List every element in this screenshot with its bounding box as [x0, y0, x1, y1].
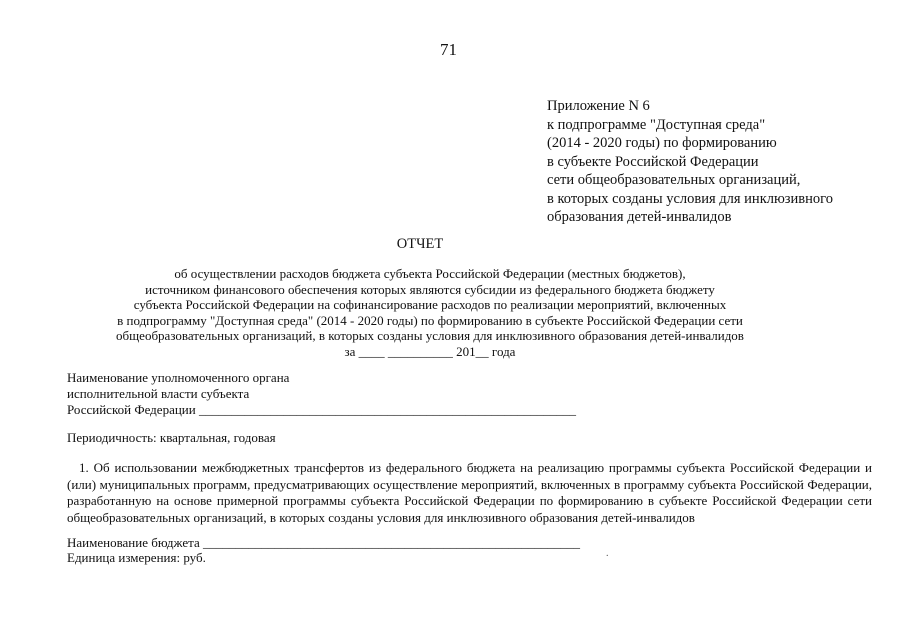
appendix-line: сети общеобразовательных организаций,	[547, 172, 801, 188]
appendix-heading	[547, 97, 833, 227]
authority-line: Российской Федерации __________________________________________________________	[67, 402, 576, 417]
appendix-line: (2014 - 2020 годы) по формированию	[547, 135, 777, 151]
authority-line: исполнительной власти субъекта	[67, 386, 250, 401]
report-period-line: за ____ __________ 201__ года	[344, 343, 516, 359]
report-title: ОТЧЕТ	[396, 236, 444, 252]
page-number: 71	[440, 40, 457, 59]
authority-line: Наименование уполномоченного органа	[67, 370, 290, 385]
subtitle-line: общеобразовательных организаций, в которых созданы условия для инклюзивного образования детей-инвалидов	[116, 328, 744, 344]
stray-mark: .	[606, 548, 609, 559]
report-subtitle	[60, 266, 800, 360]
periodicity-text: Периодичность: квартальная, годовая	[67, 430, 276, 445]
unit-line: Единица измерения: руб.	[67, 550, 206, 565]
section-1-text: 1. Об использовании межбюджетных трансфертов из федерального бюджета на реализацию программы субъекта Российской Федерации и (или) муниципальных программ, предусматривающих осуществление мероприятий, включенных в программу субъекта Российской Федерации, разработанную на основе примерной программы субъекта Российской Федерации по формированию в субъекте Российской Федерации сети общеобразовательных организаций, в которых созданы условия для инклюзивного образования детей-инвалидов	[67, 460, 872, 525]
subtitle-line: об осуществлении расходов бюджета субъекта Российской Федерации (местных бюджетов),	[174, 266, 686, 281]
appendix-line: Приложение N 6	[547, 98, 650, 114]
subtitle-line: субъекта Российской Федерации на софинансирование расходов по реализации мероприятий, включенных	[133, 297, 727, 313]
appendix-line: в которых созданы условия для инклюзивного	[547, 190, 833, 207]
appendix-line: образования детей-инвалидов	[547, 209, 732, 225]
appendix-line: в субъекте Российской Федерации	[547, 153, 759, 170]
budget-name-line: Наименование бюджета __________________________________________________________	[67, 535, 580, 550]
appendix-line: к подпрограмме "Доступная среда"	[547, 116, 766, 133]
subtitle-line: в подпрограмму "Доступная среда" (2014 - 2020 годы) по формированию в субъекте Российской Федерации сети	[117, 312, 743, 328]
section-1	[67, 460, 872, 526]
authority-block	[67, 370, 576, 418]
budget-block	[67, 535, 580, 565]
subtitle-line: источником финансового обеспечения которых являются субсидии из федерального бюджета бюджету	[145, 281, 715, 297]
